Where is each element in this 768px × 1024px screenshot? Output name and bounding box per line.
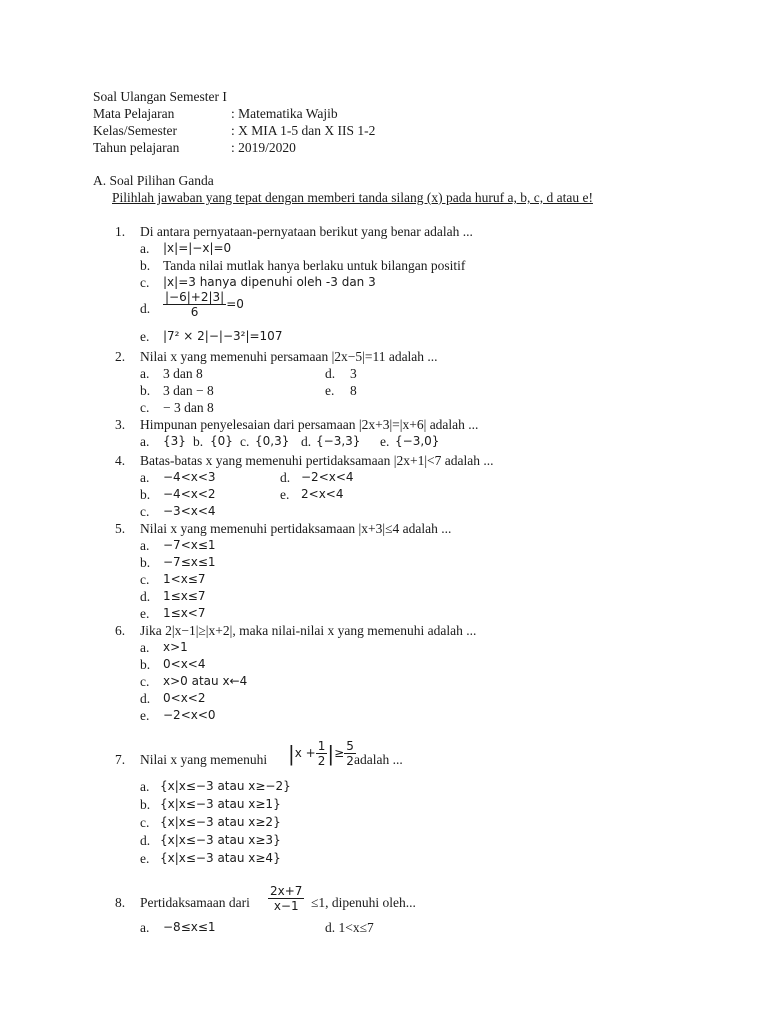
q6-option-e-letter[interactable]: e.: [140, 708, 150, 723]
q1-option-d-letter[interactable]: d.: [140, 301, 151, 316]
subject-label: Mata Pelajaran: [93, 106, 175, 121]
q7-expr-pre: x +: [294, 746, 316, 760]
q7-f2-num: 5: [346, 739, 354, 753]
q1-text: Di antara pernyataan-pernyataan berikut yang benar adalah ...: [140, 224, 473, 239]
q7-option-a[interactable]: {x|x≤−3 atau x≥−2}: [160, 779, 291, 793]
q7-fraction-1: [316, 739, 328, 768]
class-value: : X MIA 1-5 dan X IIS 1-2: [231, 123, 376, 138]
year-value: : 2019/2020: [231, 140, 296, 155]
q6-option-b[interactable]: 0<x<4: [163, 657, 206, 671]
q7-expr-mid: ≥: [334, 746, 345, 760]
q1-option-c-letter[interactable]: c.: [140, 275, 150, 290]
q8-f-den: x−1: [273, 899, 299, 913]
q3-option-a[interactable]: {3}: [163, 434, 186, 448]
q8-option-d[interactable]: d. 1<x≤7: [325, 920, 374, 935]
q2-option-e[interactable]: 8: [350, 383, 357, 398]
q2-option-d-letter[interactable]: d.: [325, 366, 336, 381]
q1-d-denominator: 6: [190, 305, 199, 319]
q8-number: 8.: [115, 895, 126, 910]
q5-option-b[interactable]: −7≤x≤1: [163, 555, 216, 569]
q6-option-b-letter[interactable]: b.: [140, 657, 151, 672]
q8-f-num: 2x+7: [270, 884, 303, 898]
q3-option-d-letter[interactable]: d.: [301, 434, 312, 449]
q7-option-e-letter[interactable]: e.: [140, 851, 150, 866]
q3-option-e-letter[interactable]: e.: [380, 434, 390, 449]
q4-option-b[interactable]: −4<x<2: [163, 487, 216, 501]
q5-option-b-letter[interactable]: b.: [140, 555, 151, 570]
q1-option-a-letter[interactable]: a.: [140, 241, 150, 256]
q5-option-e[interactable]: 1≤x<7: [163, 606, 206, 620]
q6-option-d-letter[interactable]: d.: [140, 691, 151, 706]
q7-option-e[interactable]: {x|x≤−3 atau x≥4}: [160, 851, 281, 865]
q7-abs-close: |: [327, 741, 335, 766]
q6-option-a[interactable]: x>1: [163, 640, 188, 654]
q7-abs-open: |: [288, 741, 295, 766]
q7-option-d-letter[interactable]: d.: [140, 833, 151, 848]
q4-option-c-letter[interactable]: c.: [140, 504, 150, 519]
q8-fraction: [268, 884, 304, 913]
q4-option-e-letter[interactable]: e.: [280, 487, 290, 502]
q5-option-c[interactable]: 1<x≤7: [163, 572, 206, 586]
q8-option-a[interactable]: −8≤x≤1: [163, 920, 216, 934]
q1-option-e[interactable]: |7² × 2|−|−3²|=107: [163, 329, 283, 343]
q7-number: 7.: [115, 752, 126, 767]
q3-option-a-letter[interactable]: a.: [140, 434, 150, 449]
q4-option-a[interactable]: −4<x<3: [163, 470, 216, 484]
q7-option-b[interactable]: {x|x≤−3 atau x≥1}: [160, 797, 281, 811]
q2-text: Nilai x yang memenuhi persamaan |2x−5|=11 adalah ...: [140, 349, 438, 364]
q7-option-a-letter[interactable]: a.: [140, 779, 150, 794]
q6-number: 6.: [115, 623, 126, 638]
q5-option-d-letter[interactable]: d.: [140, 589, 151, 604]
q1-d-numerator: |−6|+2|3|: [165, 290, 225, 304]
q7-expression: [288, 739, 356, 768]
q1-d-fraction: [163, 290, 226, 319]
q7-option-d[interactable]: {x|x≤−3 atau x≥3}: [160, 833, 281, 847]
q2-option-c[interactable]: − 3 dan 8: [163, 400, 214, 415]
q2-option-e-letter[interactable]: e.: [325, 383, 335, 398]
q7-f1-den: 2: [317, 754, 326, 768]
q3-option-c[interactable]: {0,3}: [255, 434, 290, 448]
q6-text: Jika 2|x−1|≥|x+2|, maka nilai-nilai x yang memenuhi adalah ...: [140, 623, 477, 638]
q3-option-c-letter[interactable]: c.: [240, 434, 250, 449]
q2-option-b-letter[interactable]: b.: [140, 383, 151, 398]
q5-option-a-letter[interactable]: a.: [140, 538, 150, 553]
q1-option-d[interactable]: [163, 290, 244, 319]
q4-option-d[interactable]: −2<x<4: [301, 470, 354, 484]
q7-text-pre: Nilai x yang memenuhi: [140, 752, 268, 767]
q4-option-c[interactable]: −3<x<4: [163, 504, 216, 518]
q5-option-d[interactable]: 1≤x≤7: [163, 589, 206, 603]
q2-option-a[interactable]: 3 dan 8: [163, 366, 203, 381]
q3-option-e[interactable]: {−3,0}: [395, 434, 440, 448]
q6-option-c[interactable]: x>0 atau x←4: [163, 674, 248, 688]
q3-option-d[interactable]: {−3,3}: [316, 434, 361, 448]
q1-number: 1.: [115, 224, 126, 239]
q2-option-c-letter[interactable]: c.: [140, 400, 150, 415]
q4-option-b-letter[interactable]: b.: [140, 487, 151, 502]
q6-option-e[interactable]: −2<x<0: [163, 708, 216, 722]
q1-option-b[interactable]: Tanda nilai mutlak hanya berlaku untuk bilangan positif: [163, 258, 466, 273]
class-label: Kelas/Semester: [93, 123, 177, 138]
q5-option-e-letter[interactable]: e.: [140, 606, 150, 621]
q3-option-b[interactable]: {0}: [210, 434, 233, 448]
doc-title: Soal Ulangan Semester I: [93, 89, 227, 104]
q8-text-pre: Pertidaksamaan dari: [140, 895, 250, 910]
q3-text: Himpunan penyelesaian dari persamaan |2x+3|=|x+6| adalah ...: [140, 417, 479, 432]
year-label: Tahun pelajaran: [93, 140, 180, 155]
section-title: A. Soal Pilihan Ganda: [93, 173, 214, 188]
q1-option-c[interactable]: |x|=3 hanya dipenuhi oleh -3 dan 3: [163, 275, 376, 289]
q4-option-a-letter[interactable]: a.: [140, 470, 150, 485]
q2-option-d[interactable]: 3: [350, 366, 357, 381]
q7-f2-den: 2: [346, 754, 354, 768]
q4-option-e[interactable]: 2<x<4: [301, 487, 344, 501]
q1-option-a[interactable]: |x|=|−x|=0: [163, 241, 232, 255]
q4-number: 4.: [115, 453, 126, 468]
q2-option-b[interactable]: 3 dan − 8: [163, 383, 214, 398]
section-instruction: Pilihlah jawaban yang tepat dengan memberi tanda silang (x) pada huruf a, b, c, d atau e!: [112, 190, 593, 205]
q5-option-a[interactable]: −7<x≤1: [163, 538, 216, 552]
q3-number: 3.: [115, 417, 126, 432]
q5-text: Nilai x yang memenuhi pertidaksamaan |x+3|≤4 adalah ...: [140, 521, 452, 536]
q7-option-c-letter[interactable]: c.: [140, 815, 150, 830]
q6-option-d[interactable]: 0<x<2: [163, 691, 206, 705]
q7-f1-num: 1: [317, 739, 326, 753]
q3-option-b-letter[interactable]: b.: [193, 434, 204, 449]
q1-option-e-letter[interactable]: e.: [140, 329, 150, 344]
q1-option-b-letter[interactable]: b.: [140, 258, 151, 273]
q7-text-post: adalah ...: [354, 752, 403, 767]
q7-option-b-letter[interactable]: b.: [140, 797, 151, 812]
q6-option-c-letter[interactable]: c.: [140, 674, 150, 689]
q8-option-a-letter[interactable]: a.: [140, 920, 150, 935]
q2-number: 2.: [115, 349, 126, 364]
q6-option-a-letter[interactable]: a.: [140, 640, 150, 655]
q4-text: Batas-batas x yang memenuhi pertidaksamaan |2x+1|<7 adalah ...: [140, 453, 494, 468]
q1-d-tail: =0: [226, 297, 244, 311]
q8-text-post: ≤1, dipenuhi oleh...: [311, 895, 416, 910]
q7-option-c[interactable]: {x|x≤−3 atau x≥2}: [160, 815, 281, 829]
q5-number: 5.: [115, 521, 126, 536]
q4-option-d-letter[interactable]: d.: [280, 470, 291, 485]
subject-value: : Matematika Wajib: [231, 106, 338, 121]
q8-fraction-wrap: [268, 884, 304, 913]
q2-option-a-letter[interactable]: a.: [140, 366, 150, 381]
q5-option-c-letter[interactable]: c.: [140, 572, 150, 587]
